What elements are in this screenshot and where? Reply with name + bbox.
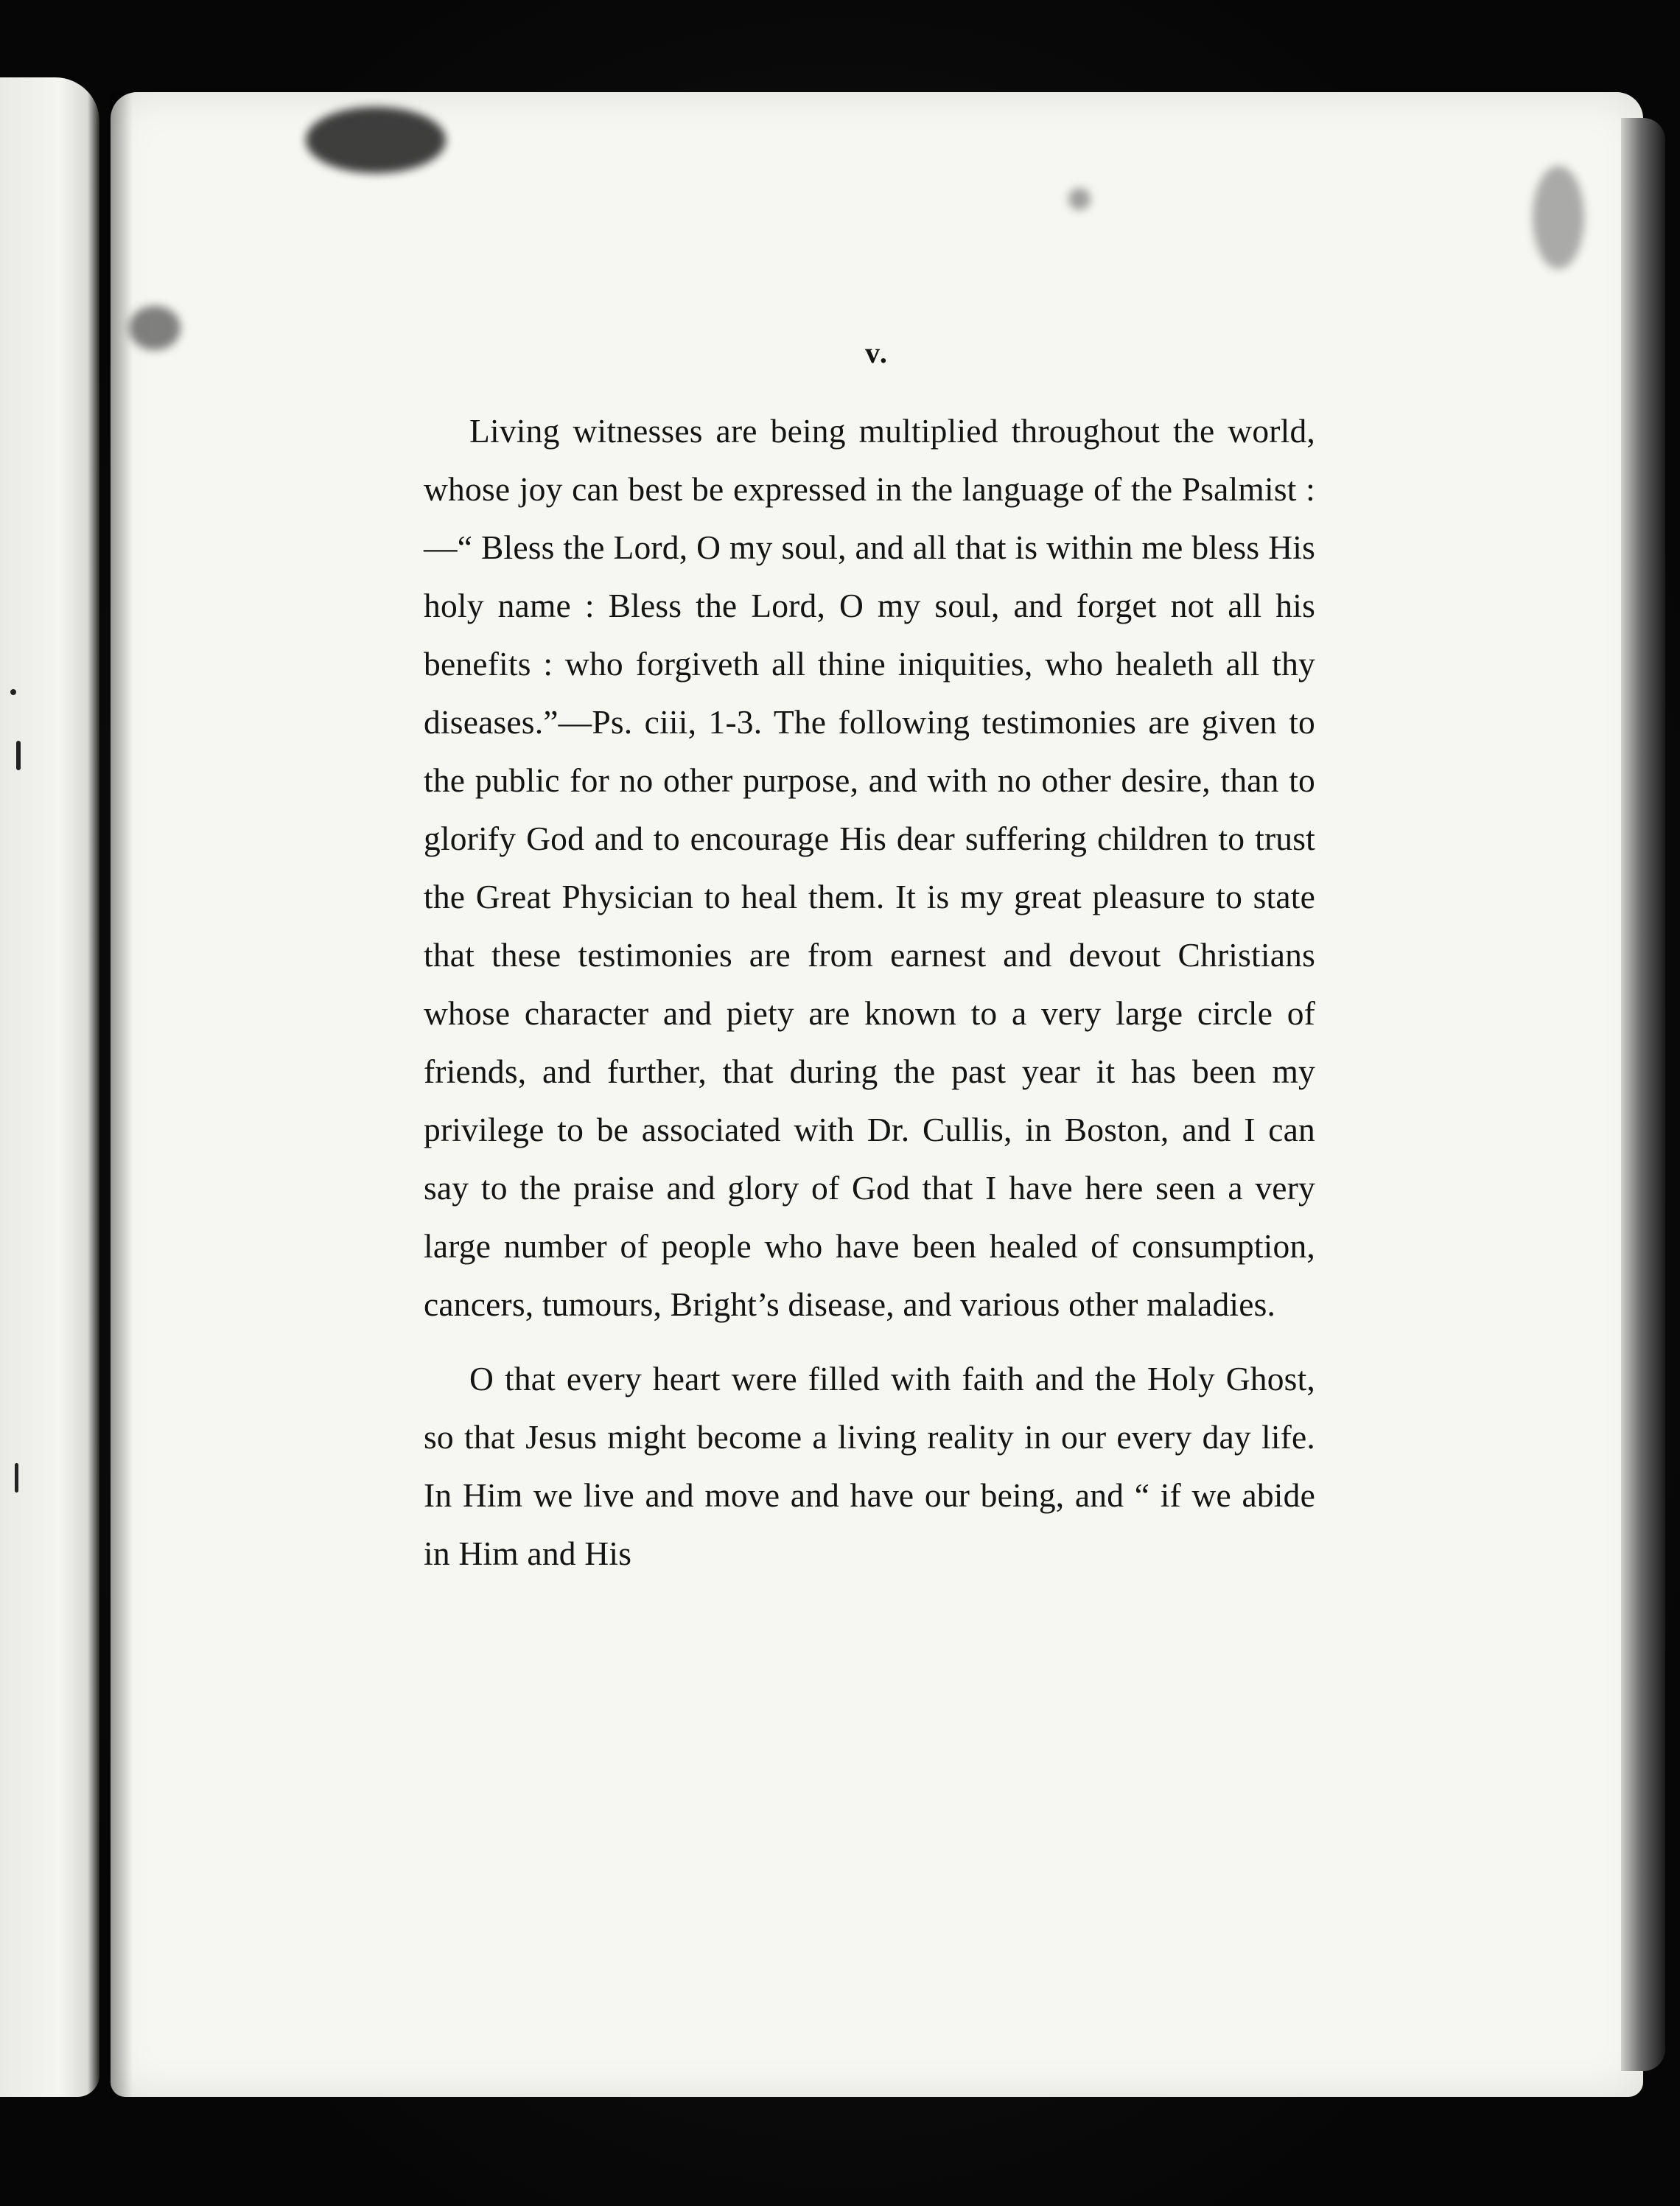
ink-blot xyxy=(1068,188,1091,210)
ink-blot xyxy=(129,306,181,350)
ink-speck xyxy=(16,741,21,770)
page-number: v. xyxy=(865,336,889,369)
facing-page-edge xyxy=(0,77,99,2097)
ink-blot xyxy=(306,107,446,173)
body-text xyxy=(424,402,1315,1582)
ink-blot xyxy=(1533,166,1584,269)
ink-speck xyxy=(10,689,16,695)
spine-shadow xyxy=(111,92,133,2097)
ink-speck xyxy=(15,1463,18,1493)
paragraph: Living witnesses are being multiplied throughout the world, whose joy can best be expressed in the language of the Psalmist :—“ Bless the Lord, O my soul, and all that is within me bless His holy name : Bless the Lord, O my soul, and forget not all his benefits : who forgiveth all thine iniquities, who healeth all thy diseases.”—Ps. ciii, 1-3. The following testimonies are given to the public for no other purpose, and with no other desire, than to glorify God and to encourage His dear suffering children to trust the Great Physician to heal them. It is my great pleasure to state that these testimonies are from earnest and devout Christians whose character and piety are known to a very large circle of friends, and further, that during the past year it has been my privilege to be associated with Dr. Cullis, in Boston, and I can say to the praise and glory of God that I have here seen a very large number of people who have been healed of consumption, cancers, tumours, Bright’s disease, and various other maladies. xyxy=(424,412,1315,1323)
page-right-edge xyxy=(1621,118,1665,2071)
paragraph: O that every heart were filled with faith and the Holy Ghost, so that Jesus might become a living reality in our every day life. In Him we live and move and have our being, and “ if we abide in Him and His xyxy=(424,1360,1315,1572)
